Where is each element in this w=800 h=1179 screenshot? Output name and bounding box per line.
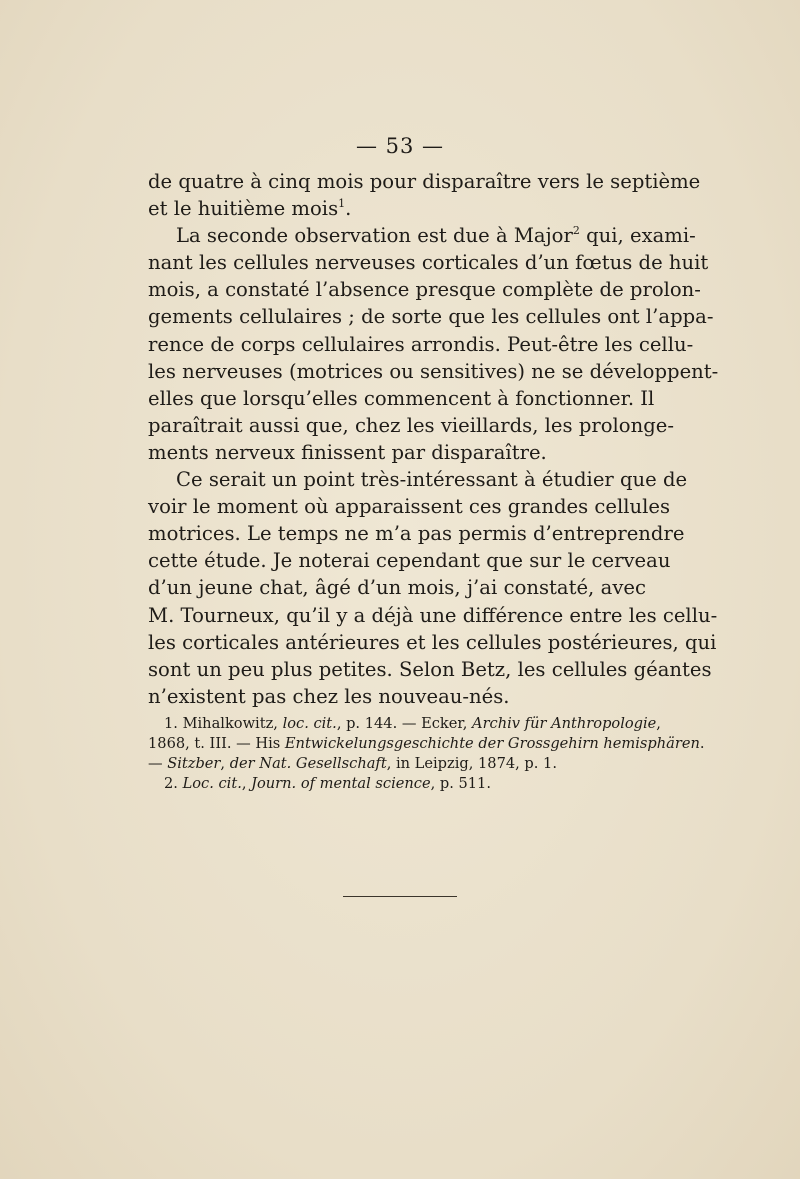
footnote-text: , in Leipzig, 1874, p. 1. <box>386 755 557 772</box>
text-line: nant les cellules nerveuses corticales d’un fœtus de huit <box>148 251 709 275</box>
text-line: ments nerveux finissent par disparaître. <box>148 440 547 464</box>
text-line: les corticales antérieures et les cellules postérieures, qui <box>148 630 717 654</box>
text-line: les nerveuses (motrices ou sensitives) ne se développent- <box>148 359 719 383</box>
end-rule <box>343 896 457 897</box>
text-line: n’existent pas chez les nouveau-nés. <box>148 684 510 708</box>
text-line: rence de corps cellulaires arrondis. Peut-être les cellu- <box>148 332 694 356</box>
text-line: elles que lorsqu’elles commencent à fonctionner. Il <box>148 386 655 410</box>
body-text <box>148 168 719 710</box>
text-line: gements cellulaires ; de sorte que les cellules ont l’appa- <box>148 305 714 329</box>
footnote-text: 1868, t. III. — His <box>148 735 285 752</box>
text-line <box>148 195 646 222</box>
footnote-text: — <box>148 755 168 772</box>
text-line: d’un jeune chat, âgé d’un mois, j’ai constaté, avec <box>148 576 646 600</box>
text-line: sont un peu plus petites. Selon Betz, les cellules géantes <box>148 657 712 681</box>
footnote-text: 1. Mihalkowitz, <box>164 715 283 732</box>
paragraph-1 <box>148 168 701 222</box>
footnote-italic: Sitzber <box>167 755 221 772</box>
footnote-italic: Archiv für Anthropologie <box>472 715 657 732</box>
footnote-text: , <box>220 755 230 772</box>
footnote-text: . <box>699 735 705 752</box>
text-line: Ce serait un point très-intéressant à étudier que de <box>176 468 688 492</box>
footnote-text: , p. 511. <box>430 775 491 792</box>
footnote-1-line-3 <box>148 754 646 774</box>
footnote-2 <box>148 774 646 794</box>
footnote-italic: Journ. of mental science <box>251 775 431 792</box>
footnote-text: , <box>241 775 252 792</box>
footnote-1-line-1 <box>148 714 661 734</box>
text-line: cette étude. Je noterai cependant que sur le cerveau <box>148 549 671 573</box>
text-line: de quatre à cinq mois pour disparaître vers le septième <box>148 170 701 193</box>
footnote-italic: Loc. cit. <box>182 775 242 792</box>
text-line: voir le moment où apparaissent ces grandes cellules <box>148 495 671 519</box>
footnote-ref-1: 1 <box>338 197 346 211</box>
text-fragment: La seconde observation est due à Major <box>176 224 573 248</box>
footnote-text: 2. <box>164 775 183 792</box>
text-fragment: qui, exami- <box>579 224 696 248</box>
footnote-1-line-2 <box>148 734 705 754</box>
footnotes <box>148 714 705 794</box>
text-line: M. Tourneux, qu’il y a déjà une différence entre les cellu- <box>148 603 718 627</box>
text-line: motrices. Le temps ne m’a pas permis d’entreprendre <box>148 522 685 546</box>
paragraph-2 <box>148 222 719 466</box>
footnote-text: , <box>656 715 661 732</box>
text-line: mois, a constaté l’absence presque complète de prolon- <box>148 278 701 302</box>
footnote-italic: loc. cit. <box>282 715 337 732</box>
text-fragment: . <box>345 197 352 221</box>
text-fragment: et le huitième mois <box>148 197 339 221</box>
paragraph-3 <box>148 466 718 710</box>
footnote-italic: der Nat. Gesellschaft <box>229 755 387 772</box>
page-number: — 53 — <box>355 134 445 158</box>
footnote-ref-2: 2 <box>572 224 580 238</box>
text-line <box>148 222 696 249</box>
footnote-italic: Entwickelungsgeschichte der Grossgehirn hemisphären <box>284 735 700 752</box>
footnote-text: , p. 144. — Ecker, <box>336 715 473 732</box>
text-line: paraîtrait aussi que, chez les vieillards, les prolonge- <box>148 413 674 437</box>
